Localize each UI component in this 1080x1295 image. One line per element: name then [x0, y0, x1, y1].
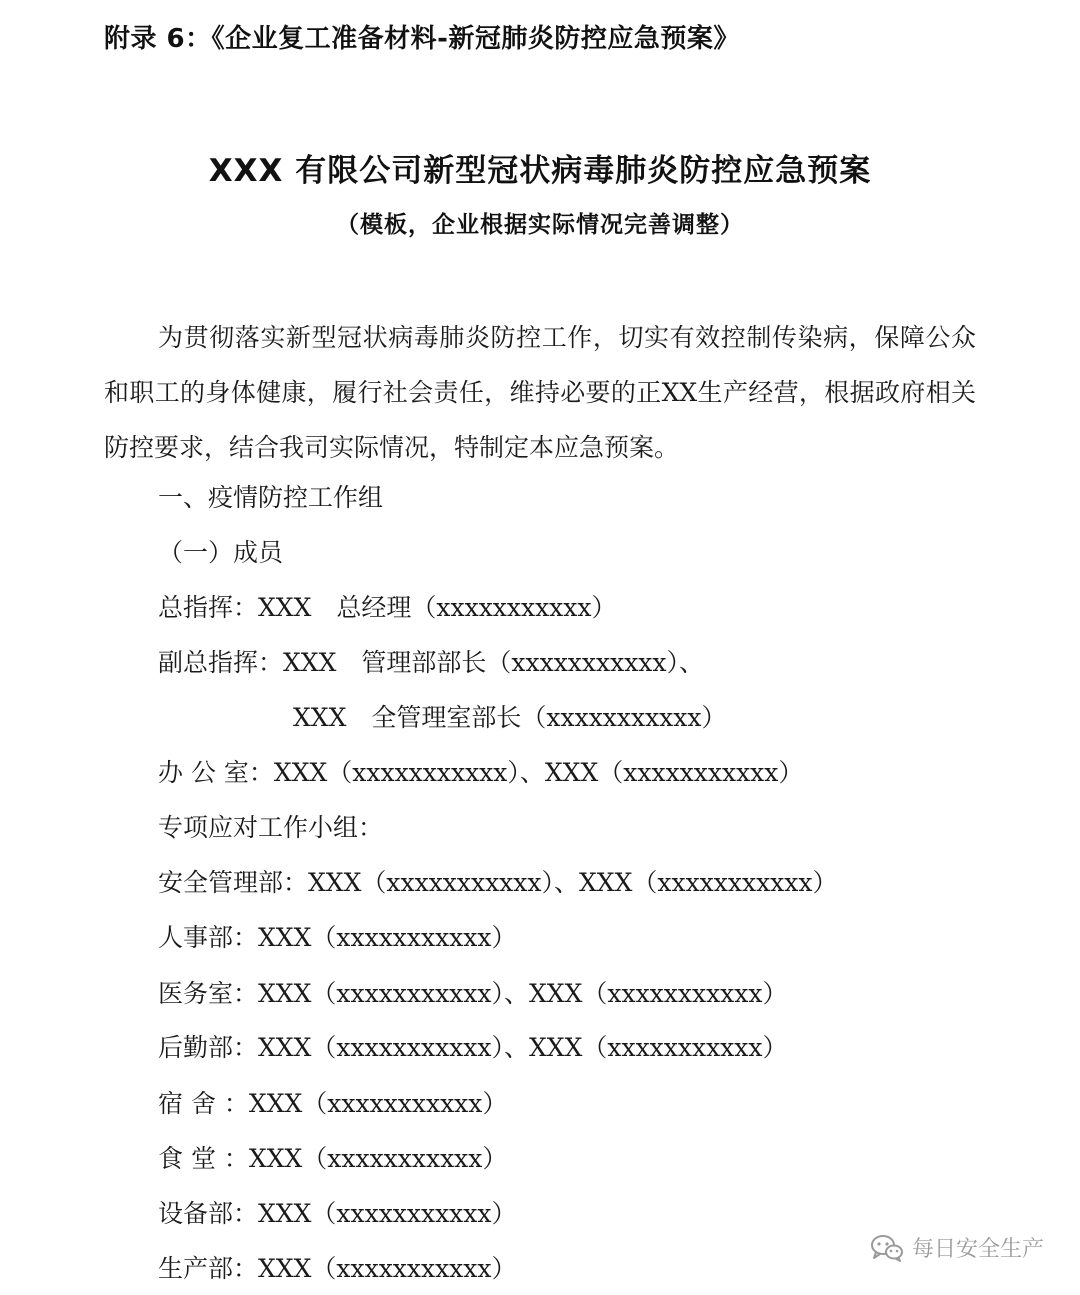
member-hr: 人事部：XXX（xxxxxxxxxxx） — [158, 923, 517, 952]
appendix-title: 附录 6：《企业复工准备材料-新冠肺炎防控应急预案》 — [104, 24, 740, 54]
member-canteen: 食 堂 ：XXX（xxxxxxxxxxx） — [158, 1144, 508, 1173]
document-title: XXX 有限公司新型冠状病毒肺炎防控应急预案 — [208, 153, 872, 189]
member-safety: 安全管理部：XXX（xxxxxxxxxxx）、XXX（xxxxxxxxxxx） — [158, 868, 838, 897]
watermark — [870, 1232, 1044, 1263]
subsection-heading: （一）成员 — [158, 538, 284, 567]
member-commander: 总指挥：XXX 总经理（xxxxxxxxxxx） — [158, 593, 617, 622]
task-groups-heading: 专项应对工作小组： — [158, 813, 384, 842]
member-clinic: 医务室：XXX（xxxxxxxxxxx）、XXX（xxxxxxxxxxx） — [158, 979, 788, 1008]
member-equipment: 设备部：XXX（xxxxxxxxxxx） — [158, 1199, 517, 1228]
wechat-icon — [870, 1234, 904, 1262]
member-dormitory: 宿 舍 ：XXX（xxxxxxxxxxx） — [158, 1089, 508, 1118]
watermark-text: 每日安全生产 — [911, 1237, 1044, 1262]
section-heading: 一、疫情防控工作组 — [158, 483, 384, 512]
member-logistics: 后勤部：XXX（xxxxxxxxxxx）、XXX（xxxxxxxxxxx） — [158, 1033, 788, 1062]
document-subtitle: （模板，企业根据实际情况完善调整） — [336, 212, 744, 238]
member-deputy-1: 副总指挥：XXX 管理部部长（xxxxxxxxxxx）、 — [158, 648, 704, 677]
member-production: 生产部：XXX（xxxxxxxxxxx） — [158, 1254, 517, 1283]
intro-paragraph: 为贯彻落实新型冠状病毒肺炎防控工作，切实有效控制传染病，保障公众和职工的身体健康，履行社会责任，维持必要的正XX生产经营，根据政府相关防控要求，结合我司实际情况，特制定本应急预案。 — [104, 323, 976, 462]
member-deputy-2: XXX 全管理室部长（xxxxxxxxxxx） — [293, 703, 727, 732]
member-office: 办 公 室：XXX（xxxxxxxxxxx）、XXX（xxxxxxxxxxx） — [158, 758, 804, 787]
